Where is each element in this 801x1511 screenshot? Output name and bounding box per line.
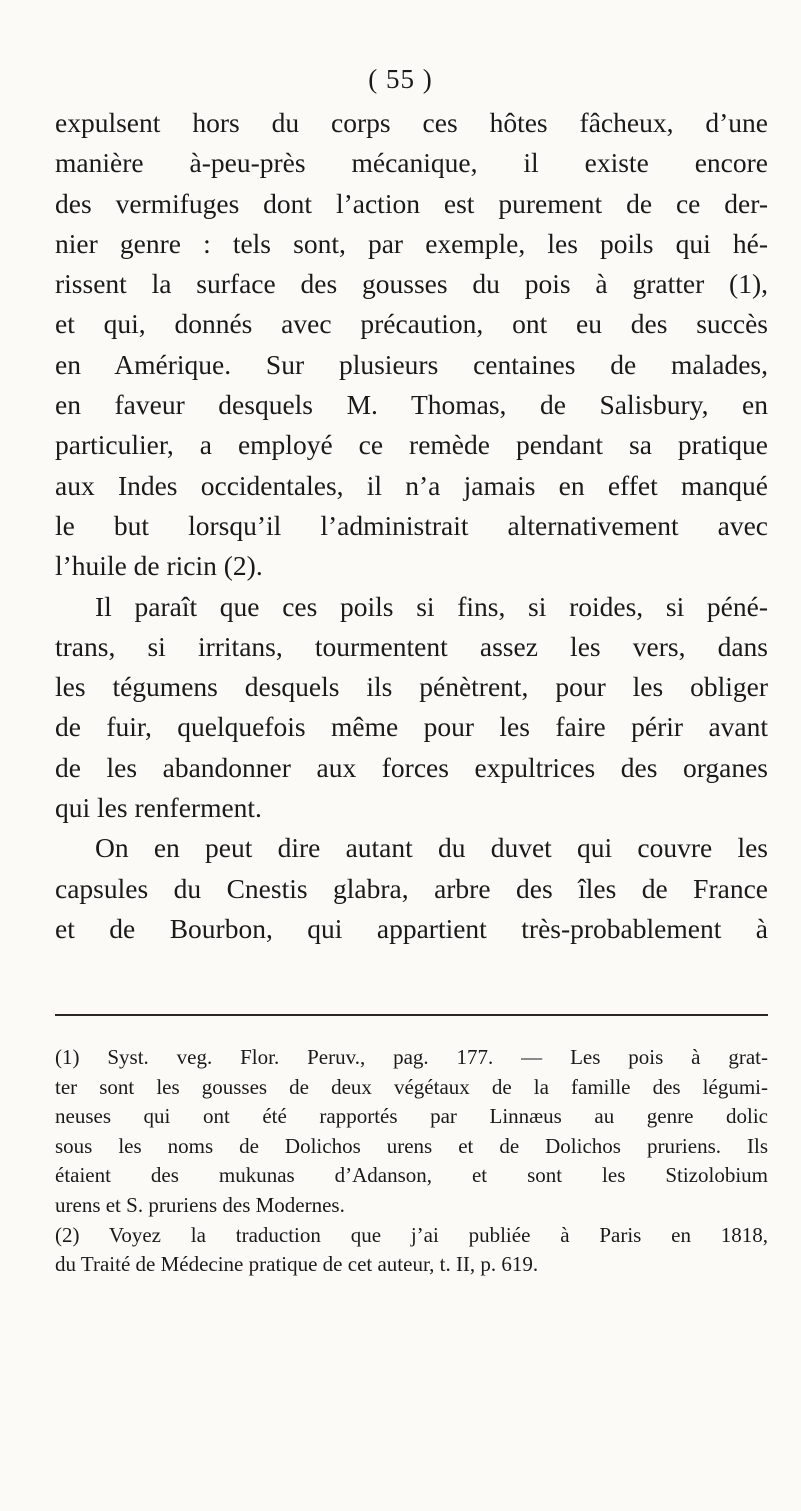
body-line: On en peut dire autant du duvet qui couvre les	[95, 832, 768, 864]
body-line: nier genre : tels sont, par exemple, les poils qui hé-	[55, 227, 768, 259]
body-line: rissent la surface des gousses du pois à gratter (1),	[55, 268, 768, 300]
footnote-line: (2) Voyez la traduction que j’ai publiée à Paris en 1818,	[55, 1222, 768, 1247]
body-line: le but lorsqu’il l’administrait alternativement avec	[55, 509, 768, 541]
footnote-divider	[55, 1014, 768, 1016]
body-line: de les abandonner aux forces expultrices des organes	[55, 751, 768, 783]
body-line: expulsent hors du corps ces hôtes fâcheux, d’une	[55, 107, 768, 138]
body-line: en faveur desquels M. Thomas, de Salisbury, en	[55, 389, 768, 421]
body-line: particulier, a employé ce remède pendant sa pratique	[55, 429, 768, 461]
footnote-line: neuses qui ont été rapportés par Linnæus au genre dolic	[55, 1104, 768, 1129]
body-line: en Amérique. Sur plusieurs centaines de malades,	[55, 348, 768, 380]
body-line: l’huile de ricin (2).	[55, 550, 263, 582]
body-line: manière à-peu-près mécanique, il existe encore	[55, 147, 768, 179]
body-text	[55, 103, 768, 949]
footnote-line: sous les noms de Dolichos urens et de Dolichos pruriens. Ils	[55, 1133, 768, 1158]
body-line: de fuir, quelquefois même pour les faire périr avant	[55, 711, 768, 743]
body-line: des vermifuges dont l’action est purement de ce der-	[55, 187, 768, 219]
footnote-line: urens et S. pruriens des Modernes.	[55, 1192, 345, 1217]
body-line: et qui, donnés avec précaution, ont eu des succès	[55, 308, 768, 340]
body-line: qui les renferment.	[55, 792, 262, 824]
footnote-line: étaient des mukunas d’Adanson, et sont les Stizolobium	[55, 1163, 768, 1188]
footnote-line: (1) Syst. veg. Flor. Peruv., pag. 177. — Les pois à grat-	[55, 1045, 768, 1069]
footnote-line: ter sont les gousses de deux végétaux de la famille des légumi-	[55, 1074, 768, 1099]
body-line: et de Bourbon, qui appartient très-probablement à	[55, 912, 768, 944]
body-line: Il paraît que ces poils si fins, si roides, si péné-	[95, 590, 768, 622]
body-line: trans, si irritans, tourmentent assez les vers, dans	[55, 630, 768, 662]
footnote-line: du Traité de Médecine pratique de cet auteur, t. II, p. 619.	[55, 1252, 539, 1277]
body-line: aux Indes occidentales, il n’a jamais en effet manqué	[55, 469, 768, 501]
footnotes	[55, 1043, 768, 1280]
body-line: capsules du Cnestis glabra, arbre des îles de France	[55, 872, 768, 904]
body-line: les tégumens desquels ils pénètrent, pour les obliger	[55, 671, 768, 703]
page-number: ( 55 )	[368, 64, 433, 94]
